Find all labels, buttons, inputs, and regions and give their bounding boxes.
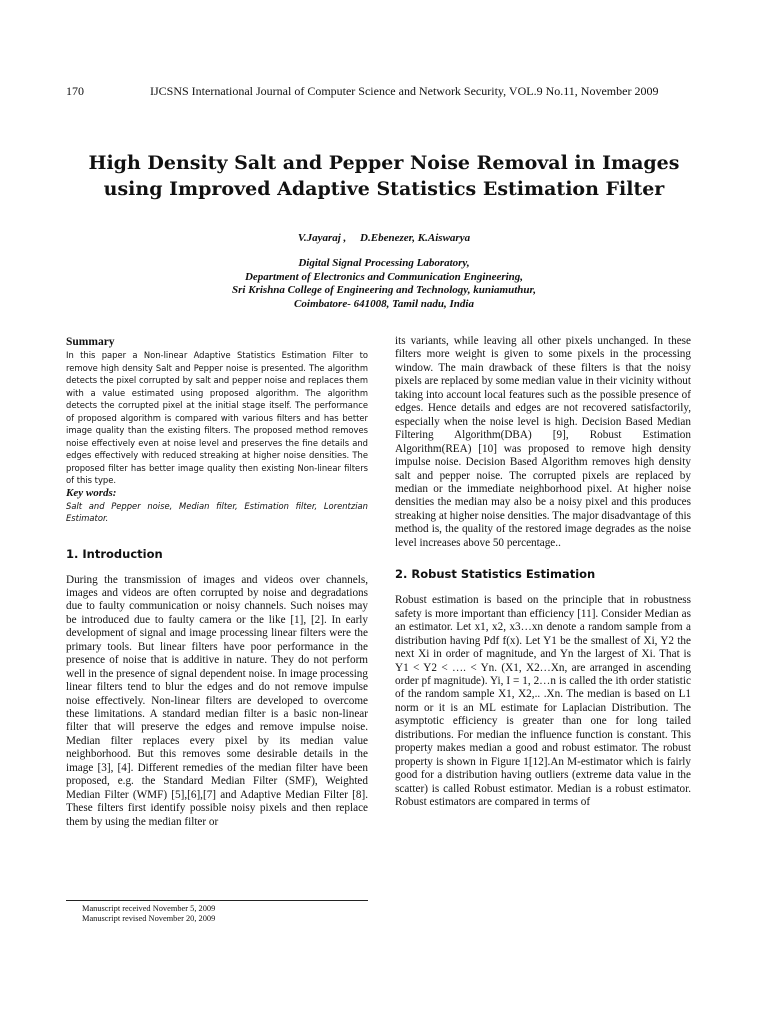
footnote-rule: [66, 900, 368, 901]
footnote: [82, 904, 215, 924]
affiliation-line-4: Coimbatore- 641008, Tamil nadu, India: [294, 297, 474, 310]
footnote-received: Manuscript received November 5, 2009: [82, 904, 216, 913]
paper-title: [40, 150, 728, 202]
footnote-revised: Manuscript revised November 20, 2009: [82, 914, 216, 923]
section-2-heading: 2. Robust Statistics Estimation: [395, 567, 596, 582]
right-column: [395, 335, 691, 810]
affiliation-line-1: Digital Signal Processing Laboratory,: [298, 257, 470, 269]
title-line-2: using Improved Adaptive Statistics Estimation Filter: [103, 178, 665, 200]
title-line-1: High Density Salt and Pepper Noise Removal in Images: [88, 152, 680, 174]
affiliation: [40, 257, 728, 311]
summary-heading: Summary: [66, 336, 115, 348]
page-number: 170: [66, 84, 84, 98]
introduction-text: During the transmission of images and videos over channels, images and videos are often corrupted by noise and degradations due to faulty communication or noisy channels. Such noises may be introduced due to faulty camera or the like [1], [2]. In early development of signal and image processing linear filters were the primary tools. But linear filters have poor performance in the presence of noise that is additive in nature. They do not perform well in the presence of signal dependent noise. In image processing linear filters tend to blur the edges and do not remove impulse noise effectively. Non-linear filters are developed to overcome these limitations. A standard median filter is a basic non-linear filter that will preserve the edges and remove impulse noise. Median filter replaces every pixel by its median value neighborhood. But this removes some desirable details in the image [3], [4]. Different remedies of the median filter have been proposed, e.g. the Standard Median Filter (SMF), Weighted Median Filter (WMF) [5],[6],[7] and Adaptive Median Filter [8]. These filters first identify possible noisy pixels and then replace them by using the median filter or: [66, 573, 368, 828]
introduction-heading: 1. Introduction: [66, 546, 163, 561]
section-2-text: Robust estimation is based on the principle that in robustness safety is more important than efficiency [11]. Consider Median as an estimator. Let x1, x2, x3…xn denote a random sample from a distribution having Pdf f(x). Let Y1 be the smallest of Xi, Y2 the next Xi in order of magnitude, and Yn the largest of Xi. That is Y1 < Y2 < …. < Yn. (X1, X2…Xn, are arranged in ascending order pf magnitude). Yi, I = 1, 2…n is called the ith order statistic of the random sample X1, X2,.. .Xn. The median is based on L1 norm or it is an ML estimate for Laplacian Distribution. The asymptotic efficiency is greater than one for long tailed distributions. For median the influence function is constant. This property makes median a good and robust estimator. The robust property is shown in Figure 1[12].An M-estimator which is fairly good for a distribution having outliers (extreme data value in the scatter) is called Robust estimator. Median is a robust estimator. Robust estimators are compared in terms of: [395, 594, 691, 809]
authors: V.Jayaraj , D.Ebenezer, K.Aiswarya: [297, 232, 471, 244]
left-column: [66, 335, 368, 829]
introduction-continued-text: its variants, while leaving all other pixels unchanged. In these filters more weight is given to some pixels in the processing window. The main drawback of these filters is that the noisy pixels are replaced by some median value in their vicinity without taking into account local features such as the possible presence of edges. Hence details and edges are not recovered satisfactorily, especially when the noise level is high. Decision Based Median Filtering Algorithm(DBA) [9], Robust Estimation Algorithm(REA) [10] was proposed to remove high density impulse noise. Decision Based Algorithm removes high density salt and pepper noise. The corrupted pixels are replaced by median or the immediate neighborhood pixel. At higher noise densities the median may also be a noisy pixel and this produces streaking at higher noise densities. The major disadvantage of this method is, the quality of the restored image degrades as the noise level increases above 50 percentage..: [395, 335, 691, 549]
keywords-text: Salt and Pepper noise, Median filter, Estimation filter, Lorentzian Estimator.: [66, 500, 368, 523]
affiliation-line-3: Sri Krishna College of Engineering and Technology, kuniamuthur,: [232, 284, 536, 296]
summary-text: In this paper a Non-linear Adaptive Statistics Estimation Filter to remove high density Salt and Pepper noise is presented. The algorithm detects the pixel corrupted by salt and pepper noise and replaces them with a value estimated using proposed algorithm. The algorithm detects the corrupted pixel at the initial stage itself. The performance of proposed algorithm is compared with various filters and has better image quality than the existing filters. The proposed method removes noise effectively even at noise level and preserves the fine details and edges effectively with reduced streaking at higher noise densities. The proposed filter has better image quality then existing Non-linear filters of this type.: [66, 350, 368, 485]
keywords-heading: Key words:: [66, 486, 117, 499]
running-head: IJCSNS International Journal of Computer Science and Network Security, VOL.9 No.11, November 2009: [150, 84, 659, 98]
affiliation-line-2: Department of Electronics and Communication Engineering,: [244, 270, 524, 283]
